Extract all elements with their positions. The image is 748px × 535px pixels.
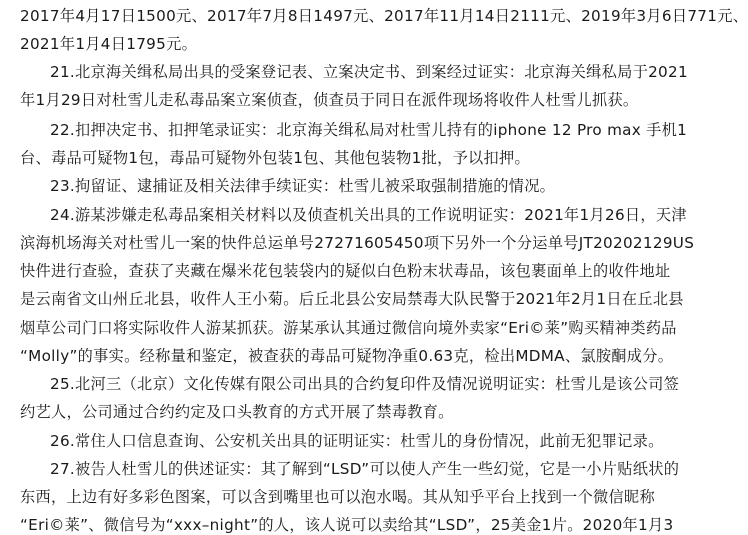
text-line-1: 2017年4月17日1500元、2017年7月8日1497元、2017年11月14日2111元、2019年3月6日771元、 — [20, 7, 748, 25]
paragraph-27-line-2: 东西，上边有好多彩色图案，可以含到嘴里也可以泡水喝。其从知乎平台上找到一个微信昵称 — [20, 488, 655, 506]
paragraph-22-line-2: 台、毒品可疑物1包，毒品可疑物外包装1包、其他包装物1批，予以扣押。 — [20, 149, 531, 167]
text-line-2: 2021年1月4日1795元。 — [20, 35, 198, 53]
paragraph-22-line-1: 22.扣押决定书、扣押笔录证实：北京海关缉私局对杜雪儿持有的iphone 12 Pro max 手机1 — [50, 121, 688, 139]
paragraph-24-line-2: 滨海机场海关对杜雪儿一案的快件总运单号27271605450项下另外一个分运单号JT20202129US — [20, 234, 695, 252]
paragraph-24-line-1: 24.游某涉嫌走私毒品案相关材料以及侦查机关出具的工作说明证实：2021年1月26日，天津 — [50, 206, 687, 224]
paragraph-25-line-1: 25.北河三（北京）文化传媒有限公司出具的合约复印件及情况说明证实：杜雪儿是该公司签 — [50, 375, 680, 393]
paragraph-21-line-2: 年1月29日对杜雪儿走私毒品案立案侦查，侦查员于同日在派件现场将收件人杜雪儿抓获。 — [20, 91, 639, 109]
paragraph-24-line-3: 快件进行查验，查获了夹藏在爆米花包装袋内的疑似白色粉末状毒品，该包裹面单上的收件地址 — [20, 262, 671, 280]
paragraph-24-line-5: 烟草公司门口将实际收件人游某抓获。游某承认其通过微信向境外卖家“Eri©莱”购买精神类药品 — [20, 319, 677, 337]
paragraph-27-line-3: “Eri©莱”、微信号为“xxx–night”的人，该人说可以卖给其“LSD”，25美金1片。2020年1月3 — [20, 516, 674, 534]
paragraph-23-line-1: 23.拘留证、逮捕证及相关法律手续证实：杜雪儿被采取强制措施的情况。 — [50, 177, 556, 195]
paragraph-24-line-4: 是云南省文山州丘北县，收件人王小菊。后丘北县公安局禁毒大队民警于2021年2月1日在丘北县 — [20, 290, 684, 308]
paragraph-27-line-1: 27.被告人杜雪儿的供述证实：其了解到“LSD”可以使人产生一些幻觉，它是一小片贴纸状的 — [50, 460, 680, 478]
paragraph-21-line-1: 21.北京海关缉私局出具的受案登记表、立案决定书、到案经过证实：北京海关缉私局于2021 — [50, 63, 688, 81]
paragraph-24-line-6: “Molly”的事实。经称量和鉴定，被查获的毒品可疑物净重0.63克，检出MDMA、氯胺酮成分。 — [20, 347, 674, 365]
paragraph-25-line-2: 约艺人，公司通过合约约定及口头教育的方式开展了禁毒教育。 — [20, 403, 454, 421]
paragraph-26-line-1: 26.常住人口信息查询、公安机关出具的证明证实：杜雪儿的身份情况，此前无犯罪记录。 — [50, 432, 664, 450]
